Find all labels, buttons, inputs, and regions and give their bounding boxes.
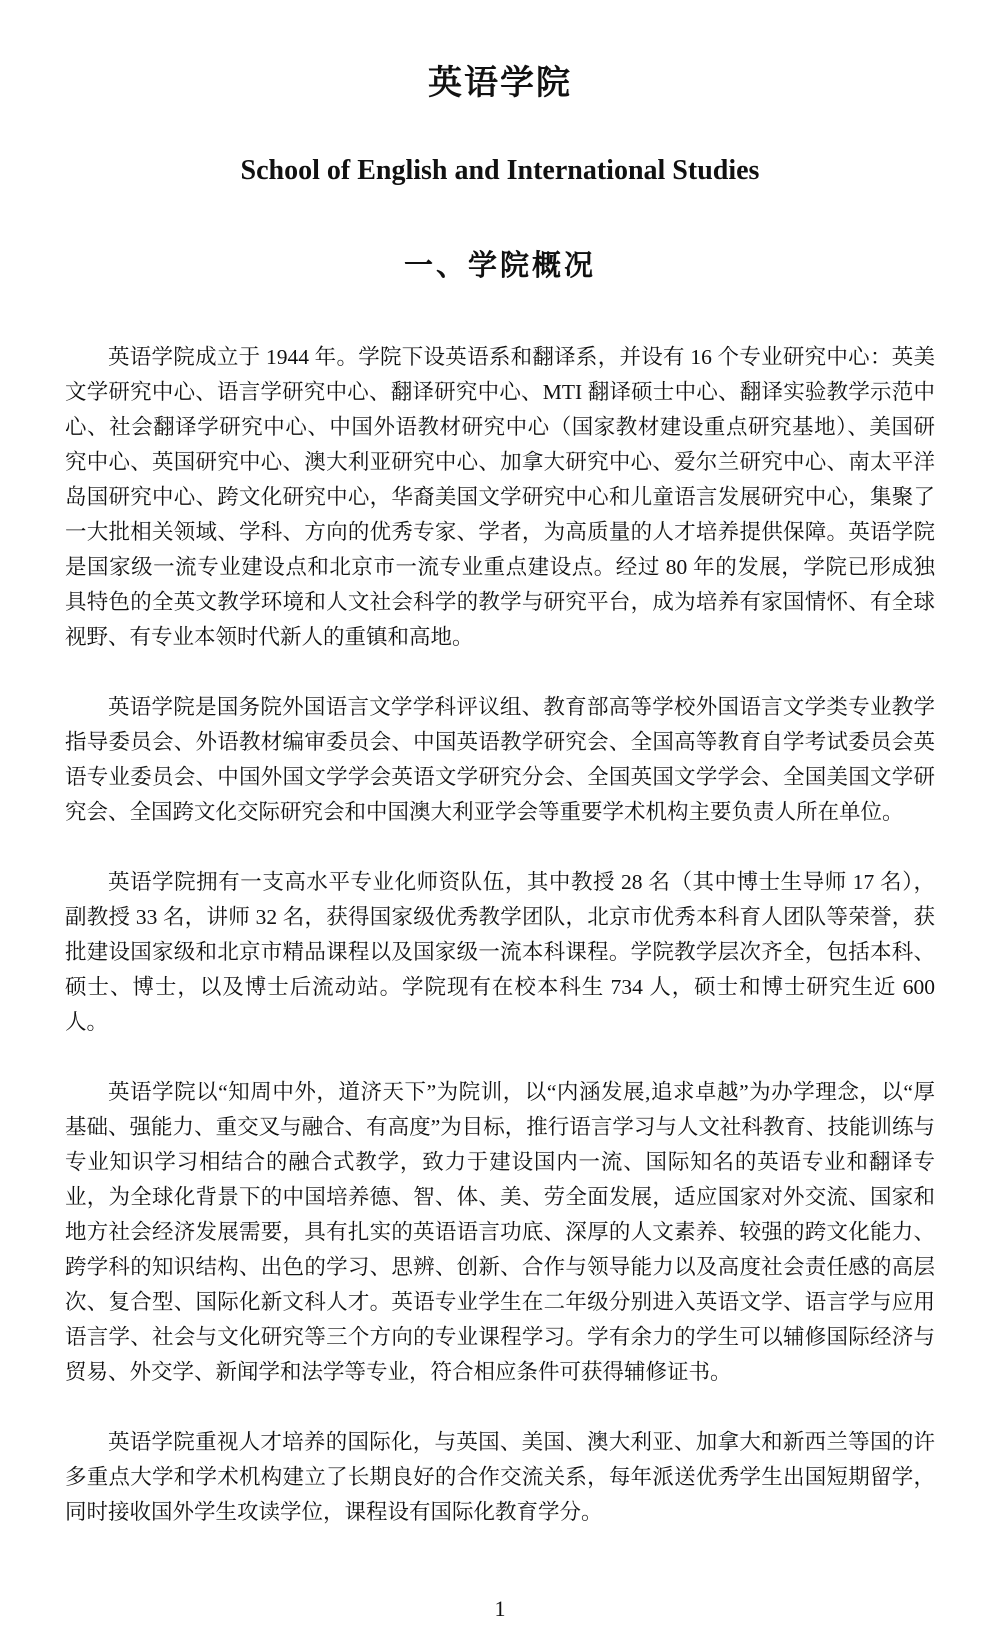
body-paragraph-philosophy: 英语学院以“知周中外，道济天下”为院训，以“内涵发展,追求卓越”为办学理念，以“厚基础、强能力、重交叉与融合、有高度”为目标，推行语言学习与人文社科教育、技能训练与专业知识学习相结合的融合式教学，致力于建设国内一流、国际知名的英语专业和翻译专业，为全球化背景下的中国培养德、智、体、美、劳全面发展，适应国家对外交流、国家和地方社会经济发展需要，具有扎实的英语语言功底、深厚的人文素养、较强的跨文化能力、跨学科的知识结构、出色的学习、思辨、创新、合作与领导能力以及高度社会责任感的高层次、复合型、国际化新文科人才。英语专业学生在二年级分别进入英语文学、语言学与应用语言学、社会与文化研究等三个方向的专业课程学习。学有余力的学生可以辅修国际经济与贸易、外交学、新闻学和法学等专业，符合相应条件可获得辅修证书。	[65, 1080, 935, 1384]
document-title-english: School of English and International Studies	[240, 155, 760, 186]
page-number: 1	[494, 1596, 506, 1621]
document-title-chinese: 英语学院	[428, 64, 572, 102]
section-heading-overview: 一、学院概况	[403, 250, 596, 282]
body-paragraph-faculty: 英语学院拥有一支高水平专业化师资队伍，其中教授 28 名（其中博士生导师 17 名），副教授 33 名，讲师 32 名，获得国家级优秀教学团队，北京市优秀本科育人团队等荣誉，获批建设国家级和北京市精品课程以及国家级一流本科课程。学院教学层次齐全，包括本科、硕士、博士，以及博士后流动站。学院现有在校本科生 734 人，硕士和博士研究生近 600 人。	[65, 870, 935, 1034]
document-body	[65, 340, 935, 1530]
body-paragraph-institutions: 英语学院是国务院外国语言文学学科评议组、教育部高等学校外国语言文学类专业教学指导委员会、外语教材编审委员会、中国英语教学研究会、全国高等教育自学考试委员会英语专业委员会、中国外国文学学会英语文学研究分会、全国英国文学学会、全国美国文学研究会、全国跨文化交际研究会和中国澳大利亚学会等重要学术机构主要负责人所在单位。	[65, 695, 935, 824]
body-paragraph-internationalization: 英语学院重视人才培养的国际化，与英国、美国、澳大利亚、加拿大和新西兰等国的许多重点大学和学术机构建立了长期良好的合作交流关系，每年派送优秀学生出国短期留学，同时接收国外学生攻读学位，课程设有国际化教育学分。	[65, 1430, 935, 1524]
body-paragraph-history: 英语学院成立于 1944 年。学院下设英语系和翻译系，并设有 16 个专业研究中心：英美文学研究中心、语言学研究中心、翻译研究中心、MTI 翻译硕士中心、翻译实验教学示范中心、社会翻译学研究中心、中国外语教材研究中心（国家教材建设重点研究基地）、美国研究中心、英国研究中心、澳大利亚研究中心、加拿大研究中心、爱尔兰研究中心、南太平洋岛国研究中心、跨文化研究中心，华裔美国文学研究中心和儿童语言发展研究中心，集聚了一大批相关领域、学科、方向的优秀专家、学者，为高质量的人才培养提供保障。英语学院是国家级一流专业建设点和北京市一流专业重点建设点。经过 80 年的发展，学院已形成独具特色的全英文教学环境和人文社会科学的教学与研究平台，成为培养有家国情怀、有全球视野、有专业本领时代新人的重镇和高地。	[65, 345, 935, 649]
